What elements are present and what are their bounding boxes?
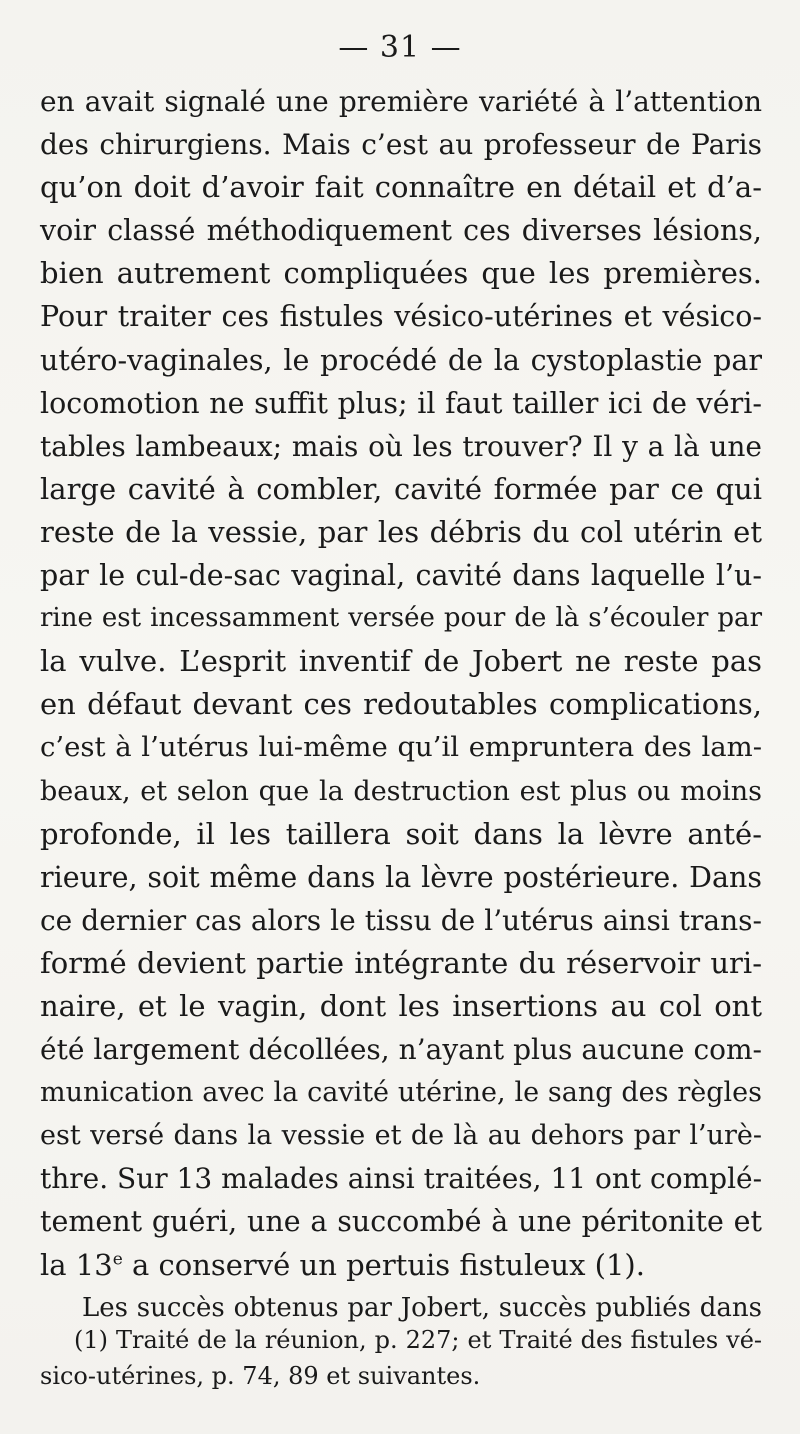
- text-line: bien autrement compliquées que les premières.: [40, 256, 762, 291]
- text-line: en avait signalé une première variété à l’attention: [40, 85, 762, 118]
- footnote-line: (1) Traité de la réunion, p. 227; et Traité des fistules vé-: [74, 1326, 762, 1354]
- footnotes: [40, 1322, 762, 1394]
- text-line: rieure, soit même dans la lèvre postérieure. Dans: [40, 860, 762, 894]
- text-line: naire, et le vagin, dont les insertions au col ont: [40, 988, 762, 1023]
- text-line: utéro-vaginales, le procédé de la cystoplastie par: [40, 343, 762, 377]
- text-line: rine est incessamment versée pour de là s’écouler par: [40, 603, 762, 634]
- text-line: locomotion ne suffit plus; il faut tailler ici de véri-: [40, 386, 762, 420]
- footnote-line: sico-utérines, p. 74, 89 et suivantes.: [40, 1362, 481, 1390]
- paragraph-start-line: Les succès obtenus par Jobert, succès publiés dans: [82, 1292, 762, 1323]
- text-line: ce dernier cas alors le tissu de l’utérus ainsi trans-: [40, 903, 762, 937]
- text-line: reste de la vessie, par les débris du col utérin et: [40, 514, 762, 549]
- text-line: voir classé méthodiquement ces diverses lésions,: [40, 214, 762, 248]
- page-number: — 31 —: [338, 30, 462, 65]
- text-fragment: a conservé un pertuis fistuleux (1).: [122, 1247, 645, 1282]
- text-line: beaux, et selon que la destruction est plus ou moins: [40, 775, 762, 807]
- text-line: par le cul-de-sac vaginal, cavité dans laquelle l’u-: [40, 559, 762, 593]
- text-line: tement guéri, une a succombé à une péritonite et: [40, 1205, 762, 1239]
- text-line: en défaut devant ces redoutables complications,: [40, 687, 762, 722]
- text-line: munication avec la cavité utérine, le sang des règles: [40, 1077, 762, 1109]
- ordinal-superscript: e: [112, 1248, 123, 1269]
- text-line: qu’on doit d’avoir fait connaître en détail et d’a-: [40, 170, 762, 205]
- text-line: Pour traiter ces fistules vésico-utérines et vésico-: [40, 300, 762, 334]
- paragraph-end-line: [40, 1244, 762, 1287]
- body-text: [40, 80, 762, 1330]
- text-line: été largement décollées, n’ayant plus aucune com-: [40, 1033, 762, 1067]
- text-line: thre. Sur 13 malades ainsi traitées, 11 ont complé-: [40, 1162, 763, 1196]
- text-line: profonde, il les taillera soit dans la lèvre anté-: [40, 816, 762, 851]
- text-line: la vulve. L’esprit inventif de Jobert ne reste pas: [40, 644, 762, 679]
- text-line: des chirurgiens. Mais c’est au professeur de Paris: [40, 128, 762, 162]
- text-line: est versé dans la vessie et de là au dehors par l’urè-: [40, 1120, 762, 1152]
- text-line: tables lambeaux; mais où les trouver? Il y a là une: [40, 429, 762, 463]
- text-line: c’est à l’utérus lui-même qu’il empruntera des lam-: [40, 731, 762, 764]
- text-fragment: la 13: [40, 1247, 113, 1282]
- text-line: formé devient partie intégrante du réservoir uri-: [40, 945, 762, 980]
- text-line: large cavité à combler, cavité formée par ce qui: [40, 471, 762, 506]
